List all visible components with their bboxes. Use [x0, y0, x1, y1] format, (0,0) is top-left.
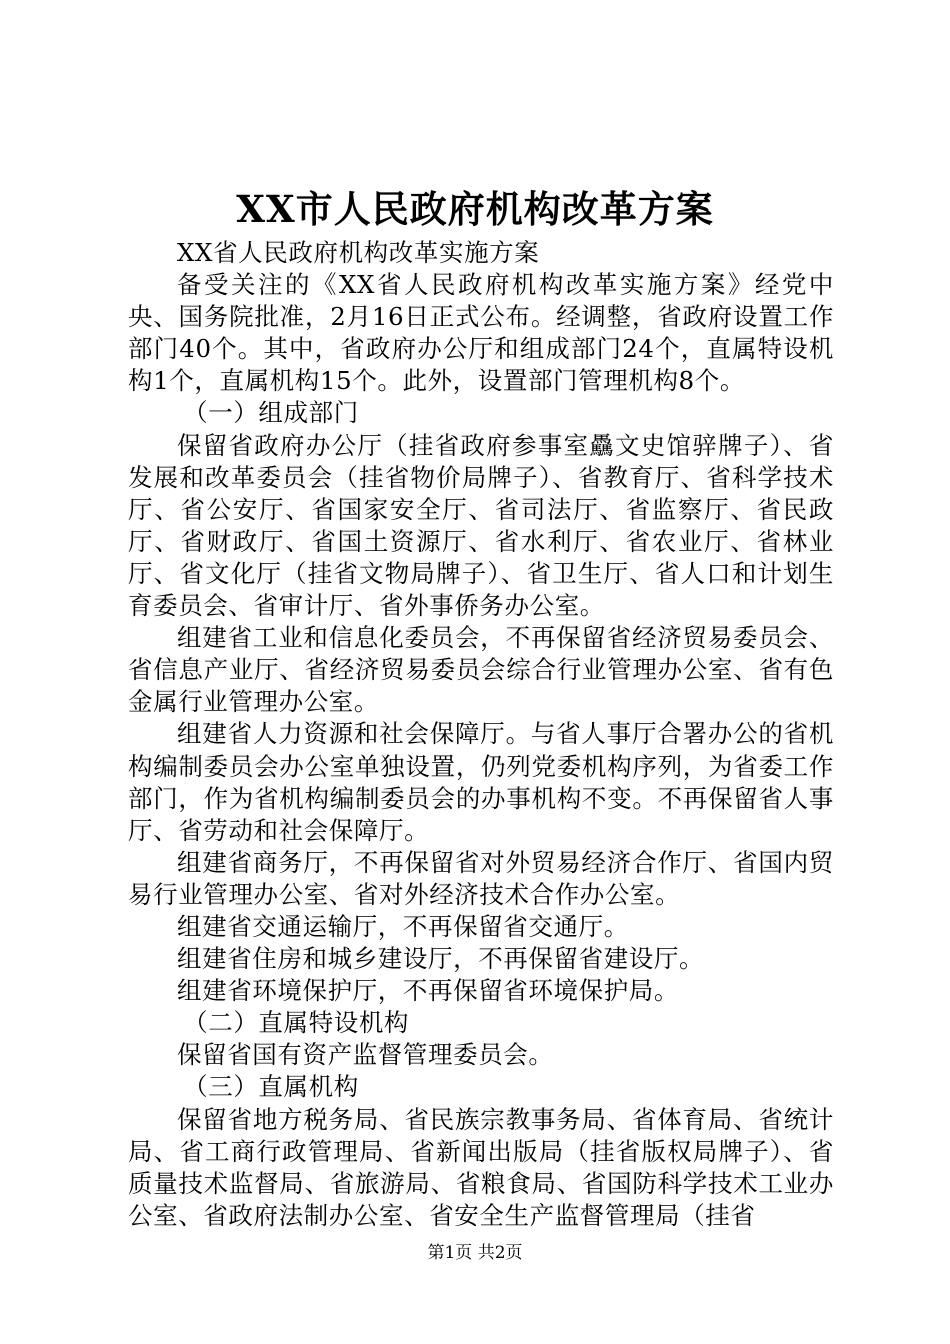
- paragraph: 保留省政府办公厅（挂省政府参事室驫文史馆骍牌子）、省发展和改革委员会（挂省物价局牌子）、省教育厅、省科学技术厅、省公安厅、省国家安全厅、省司法厅、省监察厅、省民政厅、省财政厅、省国土资源厅、省水利厅、省农业厅、省林业厅、省文化厅（挂省文物局牌子）、省卫生厅、省人口和计划生育委员会、省审计厅、省外事侨务办公室。: [128, 430, 834, 621]
- paragraph: 组建省商务厅，不再保留省对外贸易经济合作厅、省国内贸易行业管理办公室、省对外经济技术合作办公室。: [128, 847, 834, 909]
- paragraph: 保留省国有资产监督管理委员会。: [177, 1040, 554, 1070]
- section-heading-1: （一）组成部门: [183, 398, 359, 428]
- paragraph-intro: 备受关注的《XX省人民政府机构改革实施方案》经党中央、国务院批准，2月16日正式公布。经调整，省政府设置工作部门40个。其中，省政府办公厅和组成部门24个，直属特设机构1个，直属机构15个。此外，设置部门管理机构8个。: [128, 270, 834, 396]
- paragraph: 组建省人力资源和社会保障厅。与省人事厅合署办公的省机构编制委员会办公室单独设置，仍列党委机构序列，为省委工作部门，作为省机构编制委员会的办事机构不变。不再保留省人事厅、省劳动和社会保障厅。: [128, 719, 834, 845]
- section-heading-2: （二）直属特设机构: [183, 1008, 410, 1038]
- paragraph-subtitle: XX省人民政府机构改革实施方案: [177, 238, 540, 267]
- section-heading-3: （三）直属机构: [183, 1072, 359, 1102]
- paragraph: 组建省工业和信息化委员会，不再保留省经济贸易委员会、省信息产业厅、省经济贸易委员会综合行业管理办公室、省有色金属行业管理办公室。: [128, 623, 834, 717]
- paragraph: 保留省地方税务局、省民族宗教事务局、省体育局、省统计局、省工商行政管理局、省新闻出版局（挂省版权局牌子）、省质量技术监督局、省旅游局、省粮食局、省国防科学技术工业办公室、省政府法制办公室、省安全生产监督管理局（挂省: [128, 1104, 834, 1230]
- paragraph: 组建省交通运输厅，不再保留省交通厅。: [177, 911, 629, 941]
- page-footer: 第1页 共2页: [427, 1243, 523, 1263]
- paragraph: 组建省住房和城乡建设厅，不再保留省建设厅。: [177, 944, 705, 974]
- paragraph: 组建省环境保护厅，不再保留省环境保护局。: [177, 976, 679, 1006]
- document-body: [128, 237, 834, 1232]
- document-title: XX市人民政府机构改革方案: [236, 187, 714, 231]
